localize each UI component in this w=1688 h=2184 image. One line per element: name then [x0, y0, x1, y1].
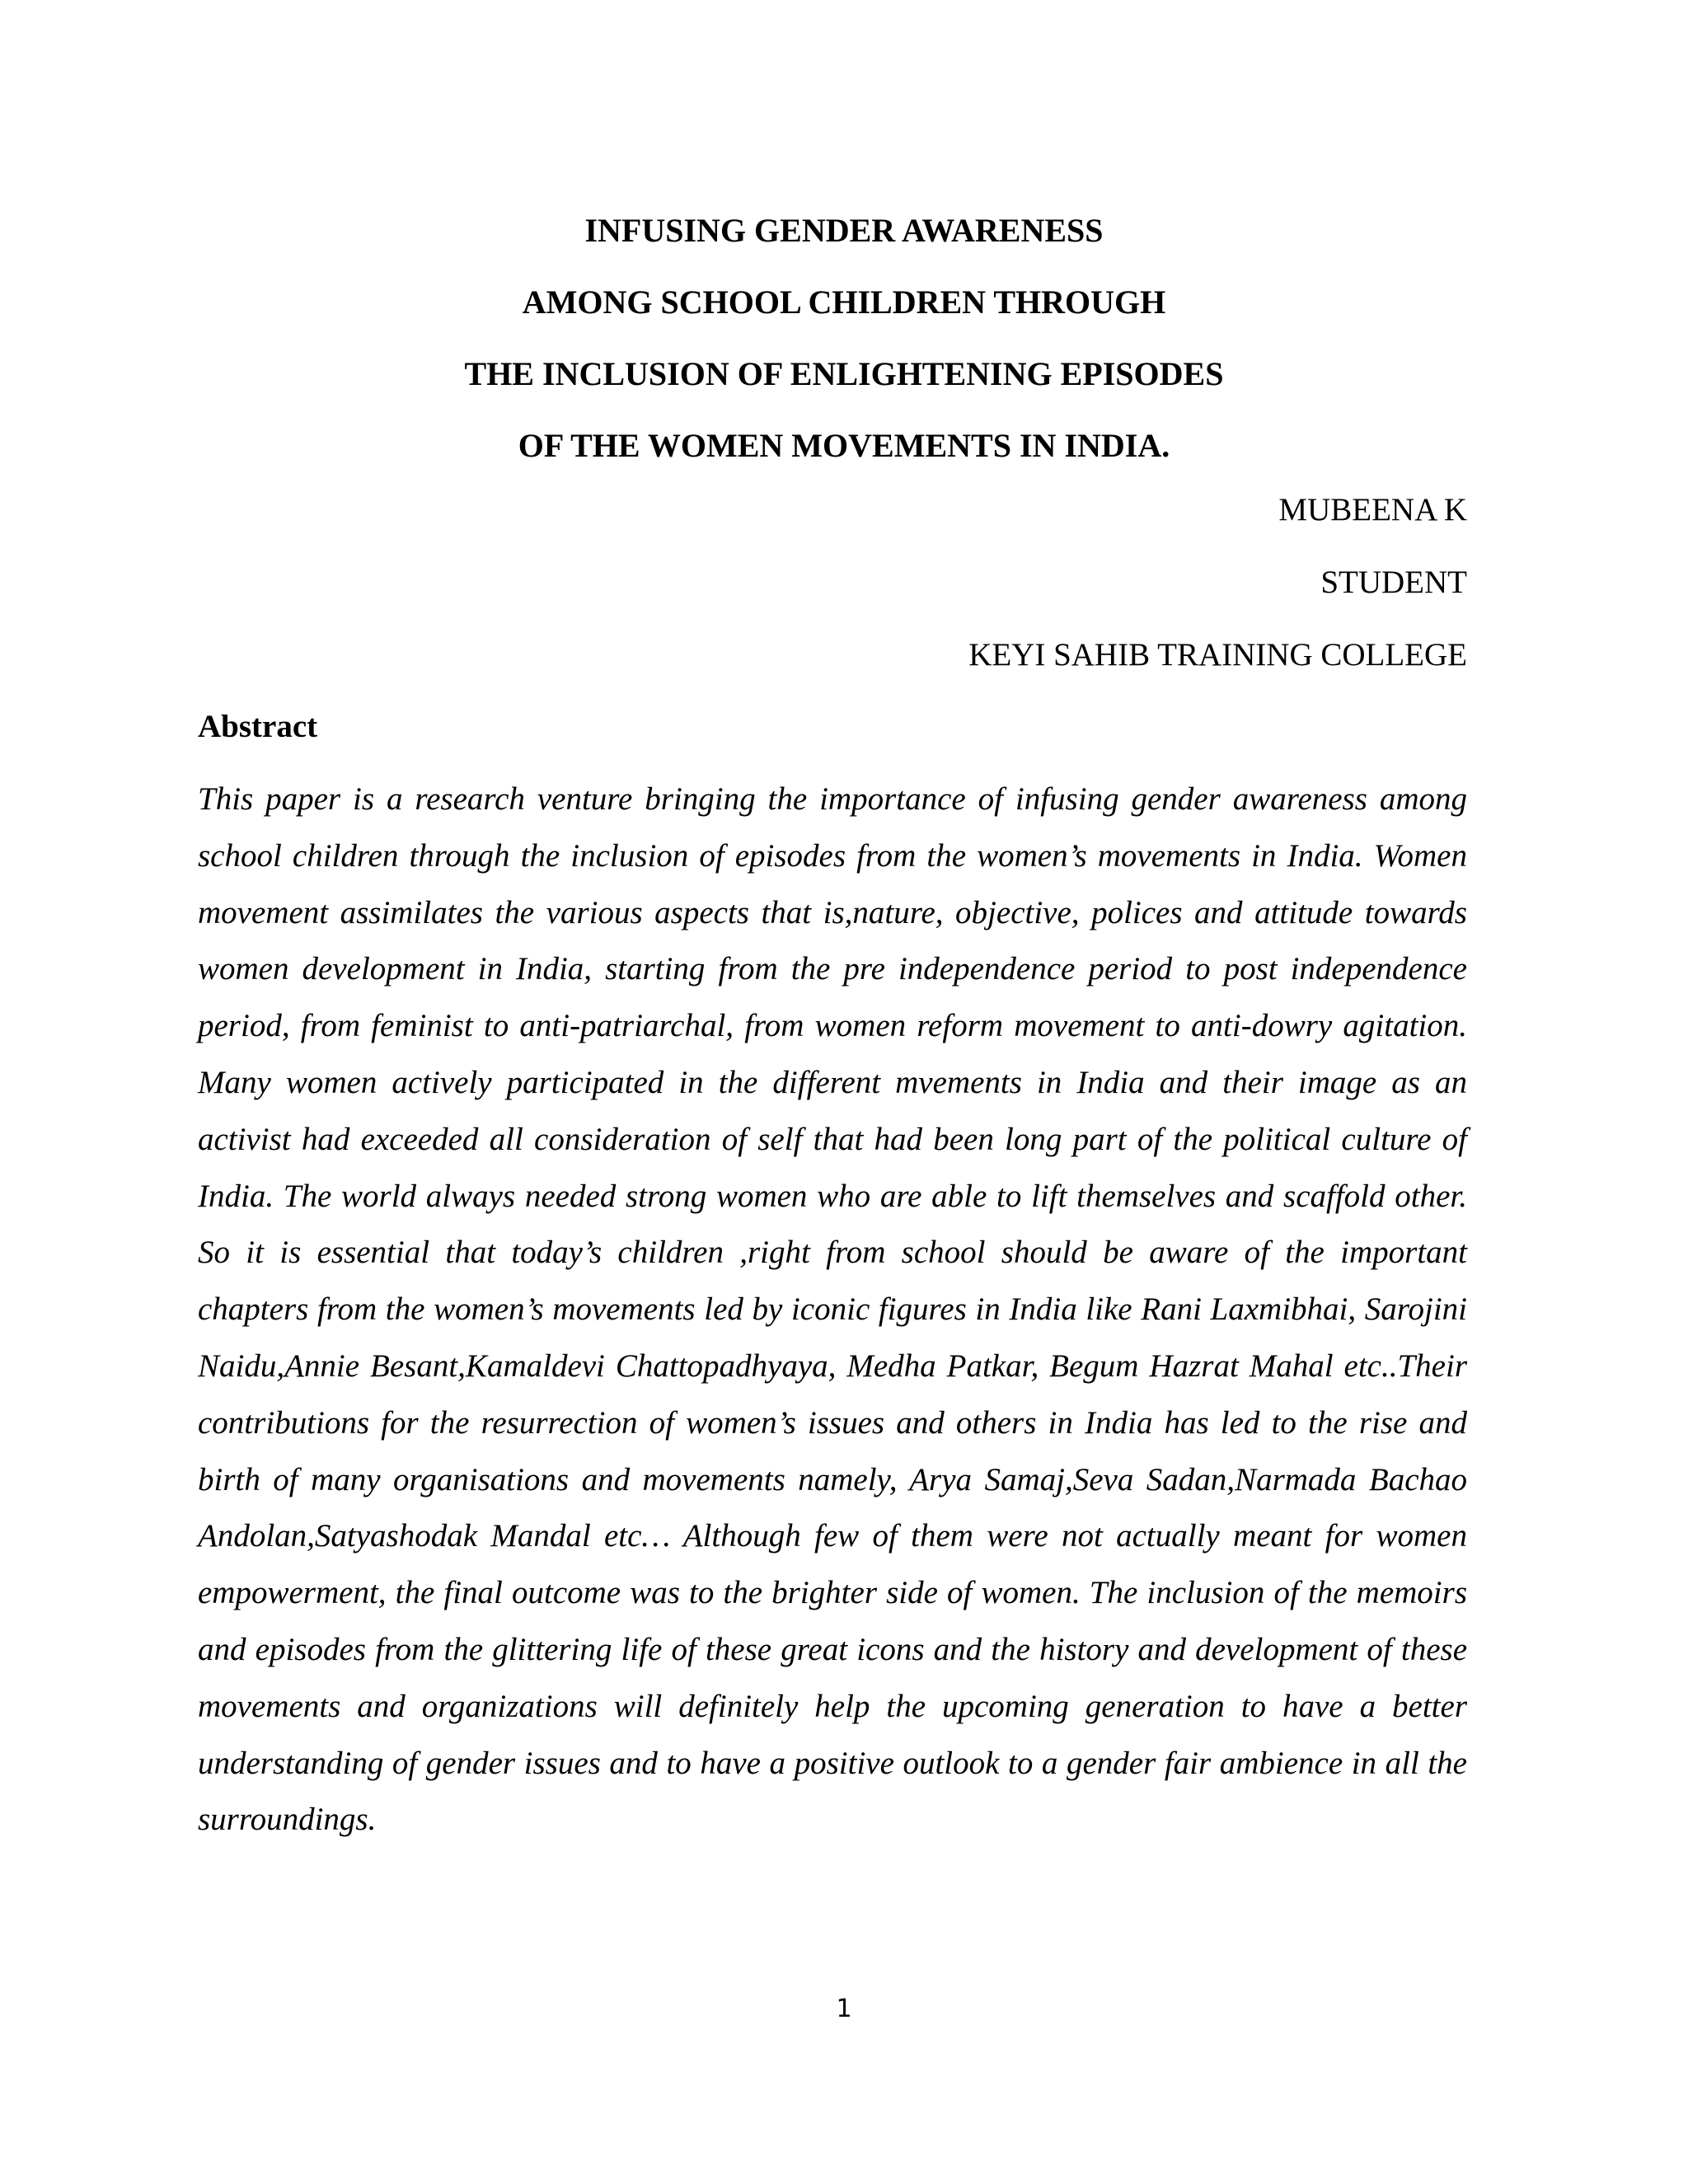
abstract-body: This paper is a research venture bringing the importance of infusing gender awareness among school children through the inclusion of episodes from the women’s movements in India. Women movement assimilates the various aspects that is,nature, objective, polices and attitude towards women development in India, starting from the pre independence period to post independence period, from feminist to anti-patriarchal, from women reform movement to anti-dowry agitation. Many women actively participated in the different mvements in India and their image as an activist had exceeded all consideration of self that had been long part of the political culture of India. The world always needed strong women who are able to lift themselves and scaffold other. So it is essential that today’s children ,right from school should be aware of the important chapters from the women’s movements led by iconic figures in India like Rani Laxmibhai, Sarojini Naidu,Annie Besant,Kamaldevi Chattopadhyaya, Medha Patkar, Begum Hazrat Mahal etc..Their contributions for the resurrection of women’s issues and others in India has led to the rise and birth of many organisations and movements namely, Arya Samaj,Seva Sadan,Narmada Bachao Andolan,Satyashodak Mandal etc… Although few of them were not actually meant for women empowerment, the final outcome was to the brighter side of women. The inclusion of the memoirs and episodes from the glittering life of these great icons and the history and development of these movements and organizations will definitely help the upcoming generation to have a better understanding of gender issues and to have a positive outlook to a gender fair ambience in all the surroundings.: [198, 781, 1467, 1838]
title-line-1: INFUSING GENDER AWARENESS: [584, 212, 1104, 249]
author-role: STUDENT: [1320, 565, 1467, 600]
title-line-3: THE INCLUSION OF ENLIGHTENING EPISODES: [464, 355, 1224, 392]
title-line-2: AMONG SCHOOL CHILDREN THROUGH: [522, 284, 1166, 321]
page-number: 1: [836, 1994, 852, 2023]
title-line-4: OF THE WOMEN MOVEMENTS IN INDIA.: [518, 427, 1170, 464]
author-institution: KEYI SAHIB TRAINING COLLEGE: [968, 637, 1467, 673]
paper-title: [0, 194, 1688, 481]
abstract-heading: Abstract: [198, 709, 318, 744]
author-block: [968, 474, 1467, 691]
author-name: MUBEENA K: [1278, 492, 1467, 527]
